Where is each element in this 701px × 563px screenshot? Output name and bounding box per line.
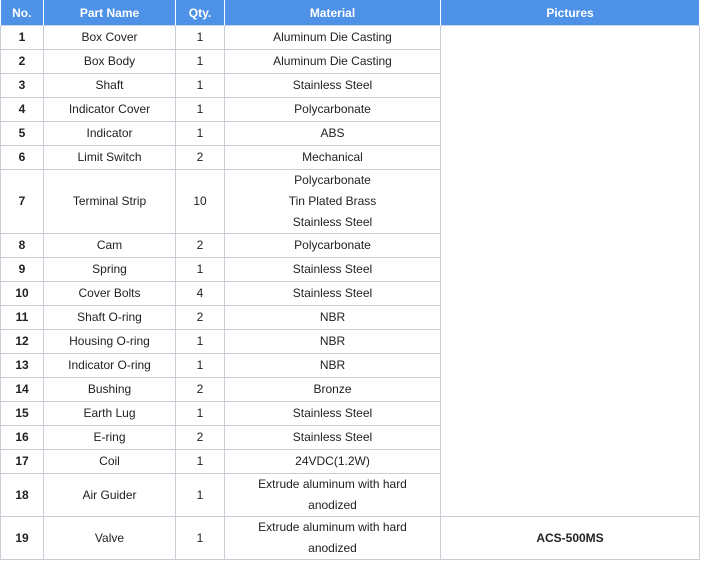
material-line: anodized <box>308 541 357 555</box>
header-material: Material <box>225 0 441 26</box>
cell-material <box>225 98 441 122</box>
cell-no: 7 <box>1 170 44 234</box>
cell-part-name: Indicator <box>44 122 176 146</box>
cell-part-name: Box Body <box>44 50 176 74</box>
cell-no: 5 <box>1 122 44 146</box>
material-line: Bronze <box>313 382 352 396</box>
cell-part-name: E-ring <box>44 426 176 450</box>
cell-no: 3 <box>1 74 44 98</box>
header-pictures: Pictures <box>441 0 700 26</box>
cell-no: 4 <box>1 98 44 122</box>
cell-material <box>225 50 441 74</box>
cell-material <box>225 74 441 98</box>
picture-model-label: ACS-500MS <box>441 517 700 560</box>
material-line: ABS <box>320 126 345 140</box>
cell-material <box>225 450 441 474</box>
cell-material <box>225 306 441 330</box>
cell-qty: 2 <box>176 426 225 450</box>
cell-material <box>225 122 441 146</box>
cell-no: 19 <box>1 517 44 560</box>
cell-no: 9 <box>1 258 44 282</box>
material-line: Polycarbonate <box>294 173 371 187</box>
cell-material <box>225 354 441 378</box>
cell-qty: 2 <box>176 234 225 258</box>
cell-qty: 2 <box>176 306 225 330</box>
material-line: anodized <box>308 498 357 512</box>
cell-part-name: Limit Switch <box>44 146 176 170</box>
cell-part-name: Housing O-ring <box>44 330 176 354</box>
material-line: Polycarbonate <box>294 102 371 116</box>
cell-material <box>225 258 441 282</box>
cell-qty: 1 <box>176 50 225 74</box>
cell-material <box>225 402 441 426</box>
material-line: Mechanical <box>302 150 363 164</box>
cell-part-name: Indicator O-ring <box>44 354 176 378</box>
cell-material <box>225 146 441 170</box>
cell-part-name: Cam <box>44 234 176 258</box>
cell-part-name: Earth Lug <box>44 402 176 426</box>
cell-no: 6 <box>1 146 44 170</box>
cell-part-name: Shaft O-ring <box>44 306 176 330</box>
cell-material <box>225 474 441 517</box>
cell-part-name: Cover Bolts <box>44 282 176 306</box>
cell-material <box>225 26 441 50</box>
header-part-name: Part Name <box>44 0 176 26</box>
cell-material <box>225 282 441 306</box>
material-line: Stainless Steel <box>292 286 373 300</box>
cell-no: 11 <box>1 306 44 330</box>
cell-qty: 1 <box>176 517 225 560</box>
cell-no: 18 <box>1 474 44 517</box>
material-line: Stainless Steel <box>292 430 373 444</box>
parts-table-body <box>1 26 700 560</box>
table-row <box>1 517 700 560</box>
table-row <box>1 26 700 50</box>
material-line: Polycarbonate <box>294 238 371 252</box>
cell-no: 13 <box>1 354 44 378</box>
cell-qty: 4 <box>176 282 225 306</box>
cell-qty: 1 <box>176 354 225 378</box>
material-line: 24VDC(1.2W) <box>295 454 370 468</box>
material-line: NBR <box>319 310 346 324</box>
cell-material <box>225 170 441 234</box>
cell-no: 1 <box>1 26 44 50</box>
cell-no: 8 <box>1 234 44 258</box>
header-row <box>1 0 700 26</box>
cell-qty: 1 <box>176 26 225 50</box>
cell-no: 14 <box>1 378 44 402</box>
material-line: Stainless Steel <box>292 406 373 420</box>
cell-part-name: Terminal Strip <box>44 170 176 234</box>
cell-qty: 1 <box>176 474 225 517</box>
cell-qty: 1 <box>176 330 225 354</box>
cell-no: 10 <box>1 282 44 306</box>
cell-no: 16 <box>1 426 44 450</box>
cell-part-name: Shaft <box>44 74 176 98</box>
header-qty: Qty. <box>176 0 225 26</box>
material-line: Tin Plated Brass <box>288 194 377 208</box>
material-line: Extrude aluminum with hard <box>258 477 407 491</box>
material-line: Extrude aluminum with hard <box>258 520 407 534</box>
picture-cell <box>441 26 700 517</box>
cell-part-name: Air Guider <box>44 474 176 517</box>
cell-part-name: Indicator Cover <box>44 98 176 122</box>
cell-material <box>225 517 441 560</box>
cell-qty: 1 <box>176 122 225 146</box>
cell-qty: 10 <box>176 170 225 234</box>
cell-no: 12 <box>1 330 44 354</box>
material-line: Aluminum Die Casting <box>273 54 392 68</box>
cell-material <box>225 234 441 258</box>
cell-qty: 1 <box>176 258 225 282</box>
cell-qty: 2 <box>176 146 225 170</box>
cell-part-name: Bushing <box>44 378 176 402</box>
material-line: Stainless Steel <box>292 262 373 276</box>
cell-part-name: Spring <box>44 258 176 282</box>
cell-material <box>225 330 441 354</box>
cell-part-name: Coil <box>44 450 176 474</box>
cell-part-name: Box Cover <box>44 26 176 50</box>
cell-no: 17 <box>1 450 44 474</box>
cell-qty: 1 <box>176 74 225 98</box>
cell-material <box>225 378 441 402</box>
cell-no: 15 <box>1 402 44 426</box>
cell-qty: 2 <box>176 378 225 402</box>
cell-qty: 1 <box>176 450 225 474</box>
header-no: No. <box>1 0 44 26</box>
cell-qty: 1 <box>176 98 225 122</box>
material-line: Stainless Steel <box>292 215 373 229</box>
cell-no: 2 <box>1 50 44 74</box>
material-line: NBR <box>319 334 346 348</box>
material-line: Aluminum Die Casting <box>273 30 392 44</box>
cell-material <box>225 426 441 450</box>
material-line: NBR <box>319 358 346 372</box>
material-line: Stainless Steel <box>292 78 373 92</box>
cell-qty: 1 <box>176 402 225 426</box>
cell-part-name: Valve <box>44 517 176 560</box>
